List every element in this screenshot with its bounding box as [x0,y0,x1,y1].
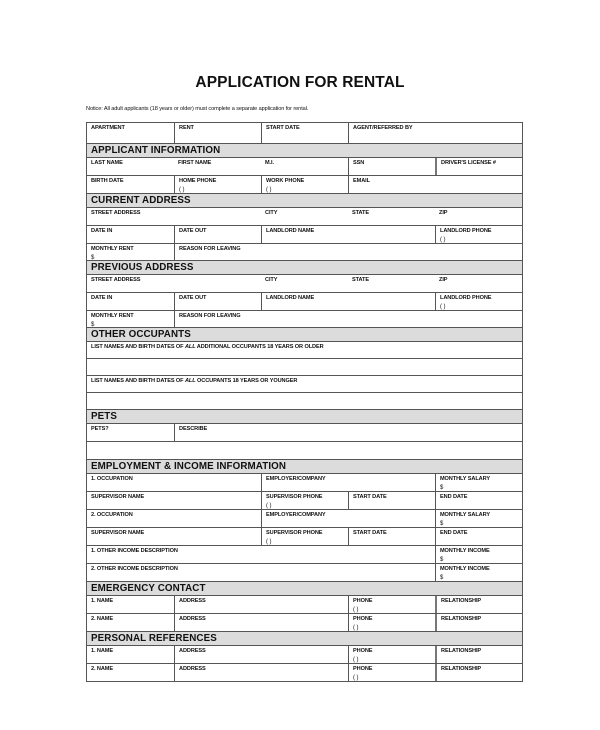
ssn-field[interactable] [348,158,435,175]
reference-address-1-field[interactable] [174,646,348,663]
current-zip-field[interactable] [435,208,522,225]
occupants-younger-extra-line[interactable] [87,393,522,409]
previous-state-field[interactable] [348,275,435,292]
dollar-sign: $ [91,322,95,327]
supervisor-1-row [87,491,522,509]
name-label: 2. NAME [91,616,113,622]
monthly-income-label: MONTHLY INCOME [440,566,490,572]
monthly-income-2-field[interactable] [435,564,522,581]
birth-date-label: BIRTH DATE [91,178,124,184]
supervisor-phone-label: SUPERVISOR PHONE [266,530,323,536]
phone-placeholder: ( ) [266,539,272,545]
pets-extra-line[interactable] [87,442,522,459]
section-header-previous-address: PREVIOUS ADDRESS [87,260,522,274]
current-reason-leaving-field[interactable] [174,244,522,260]
landlord-name-label: LANDLORD NAME [266,228,315,234]
supervisor-phone-2-field[interactable] [261,528,348,545]
occupants-older-label-row [87,341,522,358]
phone-label: PHONE [353,666,373,672]
occupation-label: 1. OCCUPATION [91,476,133,482]
monthly-rent-label: MONTHLY RENT [91,313,134,319]
apartment-label: APARTMENT [91,125,125,131]
zip-label: ZIP [439,277,448,283]
phone-placeholder: ( ) [353,657,359,663]
address-label: ADDRESS [179,666,206,672]
monthly-salary-label: MONTHLY SALARY [440,512,490,518]
relationship-label: RELATIONSHIP [441,616,482,622]
drivers-license-label: DRIVER'S LICENSE # [441,160,496,166]
notice-text: Notice: All adult applicants (18 years or older) must complete a separate application for rental. [86,106,309,112]
city-label: CITY [265,277,278,283]
current-date-in-field[interactable] [87,226,174,243]
supervisor-name-1-field[interactable] [87,492,261,509]
emergency-contact-2-row [87,613,522,631]
emergency-phone-1-field[interactable] [348,596,435,613]
rent-field[interactable] [174,123,261,143]
reference-name-1-field[interactable] [87,646,174,663]
emergency-contact-1-row [87,595,522,613]
phone-placeholder: ( ) [266,187,272,193]
previous-landlord-phone-field[interactable] [435,293,522,310]
rental-application-form [86,122,523,682]
name-label: 2. NAME [91,666,113,672]
end-date-1-field[interactable] [435,492,522,509]
name-label: 1. NAME [91,648,113,654]
drivers-license-field[interactable] [435,158,522,175]
emergency-address-1-field[interactable] [174,596,348,613]
phone-label: PHONE [353,598,373,604]
monthly-income-1-field[interactable] [435,546,522,563]
pets-label: PETS? [91,426,109,432]
work-phone-label: WORK PHONE [266,178,305,184]
phone-placeholder: ( ) [440,237,446,243]
emergency-name-1-field[interactable] [87,596,174,613]
landlord-phone-label: LANDLORD PHONE [440,295,492,301]
middle-initial-label: M.I. [265,160,274,166]
pets-row [87,423,522,441]
phone-placeholder: ( ) [179,187,185,193]
occupation-label: 2. OCCUPATION [91,512,133,518]
phone-placeholder: ( ) [266,503,272,509]
employer-label: EMPLOYER/COMPANY [266,476,326,482]
pets-field[interactable] [87,424,174,441]
dollar-sign: $ [440,575,444,581]
supervisor-phone-1-field[interactable] [261,492,348,509]
supervisor-name-2-field[interactable] [87,528,261,545]
previous-street-field[interactable] [87,275,261,292]
current-address-row-3 [87,243,522,260]
relationship-label: RELATIONSHIP [441,648,482,654]
middle-initial-field[interactable] [261,158,348,175]
landlord-phone-label: LANDLORD PHONE [440,228,492,234]
work-phone-field[interactable] [261,176,348,193]
applicant-row-2 [87,175,522,193]
first-name-field[interactable] [174,158,261,175]
monthly-income-label: MONTHLY INCOME [440,548,490,554]
reference-phone-1-field[interactable] [348,646,435,663]
reason-leaving-label: REASON FOR LEAVING [179,246,241,252]
dollar-sign: $ [440,557,444,563]
reference-1-row [87,645,522,663]
start-date-1-field[interactable] [348,492,435,509]
zip-label: ZIP [439,210,448,216]
home-phone-label: HOME PHONE [179,178,217,184]
occupation-1-row [87,473,522,491]
email-field[interactable] [348,176,522,193]
state-label: STATE [352,277,370,283]
phone-placeholder: ( ) [353,625,359,631]
reason-leaving-label: REASON FOR LEAVING [179,313,241,319]
employer-2-field[interactable] [261,510,435,527]
email-label: EMAIL [353,178,370,184]
start-date-field[interactable] [261,123,348,143]
start-date-label: START DATE [353,530,387,536]
section-header-other-occupants: OTHER OCCUPANTS [87,327,522,341]
previous-date-out-field[interactable] [174,293,261,310]
occupants-older-field[interactable] [87,342,522,358]
address-label: ADDRESS [179,598,206,604]
occupants-older-extra-line[interactable] [87,359,522,375]
occupants-older-label-end: ADDITIONAL OCCUPANTS 18 YEARS OR OLDER [195,344,324,350]
home-phone-field[interactable] [174,176,261,193]
monthly-salary-1-field[interactable] [435,474,522,491]
applicant-row-1 [87,157,522,175]
section-header-pets: PETS [87,409,522,423]
previous-date-in-field[interactable] [87,293,174,310]
phone-placeholder: ( ) [353,675,359,681]
start-date-label: START DATE [266,125,300,131]
supervisor-phone-label: SUPERVISOR PHONE [266,494,323,500]
last-name-label: LAST NAME [91,160,123,166]
occupation-2-field[interactable] [87,510,261,527]
current-address-row-1 [87,207,522,225]
phone-label: PHONE [353,616,373,622]
monthly-rent-label: MONTHLY RENT [91,246,134,252]
pets-describe-field[interactable] [174,424,522,441]
current-landlord-name-field[interactable] [261,226,435,243]
current-address-row-2 [87,225,522,243]
end-date-label: END DATE [440,530,468,536]
pets-blank-row [87,441,522,459]
phone-placeholder: ( ) [440,304,446,310]
occupation-2-row [87,509,522,527]
city-label: CITY [265,210,278,216]
previous-reason-leaving-field[interactable] [174,311,522,327]
other-income-2-field[interactable] [87,564,435,581]
address-label: ADDRESS [179,616,206,622]
occupants-older-label: LIST NAMES AND BIRTH DATES OF [91,344,185,350]
occupants-younger-label-end: OCCUPANTS 18 YEARS OR YOUNGER [195,378,298,384]
state-label: STATE [352,210,370,216]
reference-2-row [87,663,522,681]
street-label: STREET ADDRESS [91,210,141,216]
other-income-label: 2. OTHER INCOME DESCRIPTION [91,566,178,572]
section-header-references: PERSONAL REFERENCES [87,631,522,645]
landlord-name-label: LANDLORD NAME [266,295,315,301]
other-income-label: 1. OTHER INCOME DESCRIPTION [91,548,178,554]
previous-zip-field[interactable] [435,275,522,292]
other-income-1-row [87,545,522,563]
relationship-label: RELATIONSHIP [441,666,482,672]
dollar-sign: $ [91,255,95,260]
section-header-emergency: EMERGENCY CONTACT [87,581,522,595]
section-header-applicant: APPLICANT INFORMATION [87,143,522,157]
emergency-phone-2-field[interactable] [348,614,435,631]
agent-referred-label: AGENT/REFERRED BY [353,125,413,131]
previous-landlord-name-field[interactable] [261,293,435,310]
relationship-label: RELATIONSHIP [441,598,482,604]
dollar-sign: $ [440,485,444,491]
occupants-younger-blank-row [87,392,522,409]
emergency-address-2-field[interactable] [174,614,348,631]
phone-placeholder: ( ) [353,607,359,613]
top-row [87,123,522,143]
current-date-out-field[interactable] [174,226,261,243]
section-header-employment: EMPLOYMENT & INCOME INFORMATION [87,459,522,473]
monthly-salary-2-field[interactable] [435,510,522,527]
phone-label: PHONE [353,648,373,654]
reference-phone-2-field[interactable] [348,664,435,681]
ssn-label: SSN [353,160,365,166]
street-label: STREET ADDRESS [91,277,141,283]
end-date-2-field[interactable] [435,528,522,545]
rent-label: RENT [179,125,194,131]
reference-name-2-field[interactable] [87,664,174,681]
date-out-label: DATE OUT [179,228,207,234]
current-landlord-phone-field[interactable] [435,226,522,243]
date-out-label: DATE OUT [179,295,207,301]
occupants-younger-emphasis: ALL [184,378,196,384]
occupants-younger-label: LIST NAMES AND BIRTH DATES OF [91,378,185,384]
occupants-younger-label-row [87,375,522,392]
previous-address-row-3 [87,310,522,327]
previous-city-field[interactable] [261,275,348,292]
reference-relationship-2-field[interactable] [435,664,522,681]
name-label: 1. NAME [91,598,113,604]
monthly-salary-label: MONTHLY SALARY [440,476,490,482]
describe-label: DESCRIBE [179,426,208,432]
emergency-relationship-2-field[interactable] [435,614,522,631]
other-income-2-row [87,563,522,581]
previous-monthly-rent-field[interactable] [87,311,174,327]
supervisor-name-label: SUPERVISOR NAME [91,530,145,536]
emergency-relationship-1-field[interactable] [435,596,522,613]
start-date-2-field[interactable] [348,528,435,545]
last-name-field[interactable] [87,158,174,175]
reference-relationship-1-field[interactable] [435,646,522,663]
reference-address-2-field[interactable] [174,664,348,681]
supervisor-2-row [87,527,522,545]
supervisor-name-label: SUPERVISOR NAME [91,494,145,500]
previous-address-row-2 [87,292,522,310]
employer-1-field[interactable] [261,474,435,491]
emergency-name-2-field[interactable] [87,614,174,631]
current-city-field[interactable] [261,208,348,225]
previous-address-row-1 [87,274,522,292]
first-name-label: FIRST NAME [178,160,212,166]
start-date-label: START DATE [353,494,387,500]
current-street-field[interactable] [87,208,261,225]
section-header-current-address: CURRENT ADDRESS [87,193,522,207]
current-state-field[interactable] [348,208,435,225]
page-title: APPLICATION FOR RENTAL [195,74,405,91]
other-income-1-field[interactable] [87,546,435,563]
current-monthly-rent-field[interactable] [87,244,174,260]
employer-label: EMPLOYER/COMPANY [266,512,326,518]
address-label: ADDRESS [179,648,206,654]
date-in-label: DATE IN [91,228,113,234]
end-date-label: END DATE [440,494,468,500]
apartment-field[interactable] [87,123,174,143]
occupants-older-emphasis: ALL [184,344,196,350]
agent-referred-field[interactable] [348,123,522,143]
occupants-older-blank-row [87,358,522,375]
date-in-label: DATE IN [91,295,113,301]
birth-date-field[interactable] [87,176,174,193]
dollar-sign: $ [440,521,444,527]
occupants-younger-field[interactable] [87,376,522,392]
occupation-1-field[interactable] [87,474,261,491]
